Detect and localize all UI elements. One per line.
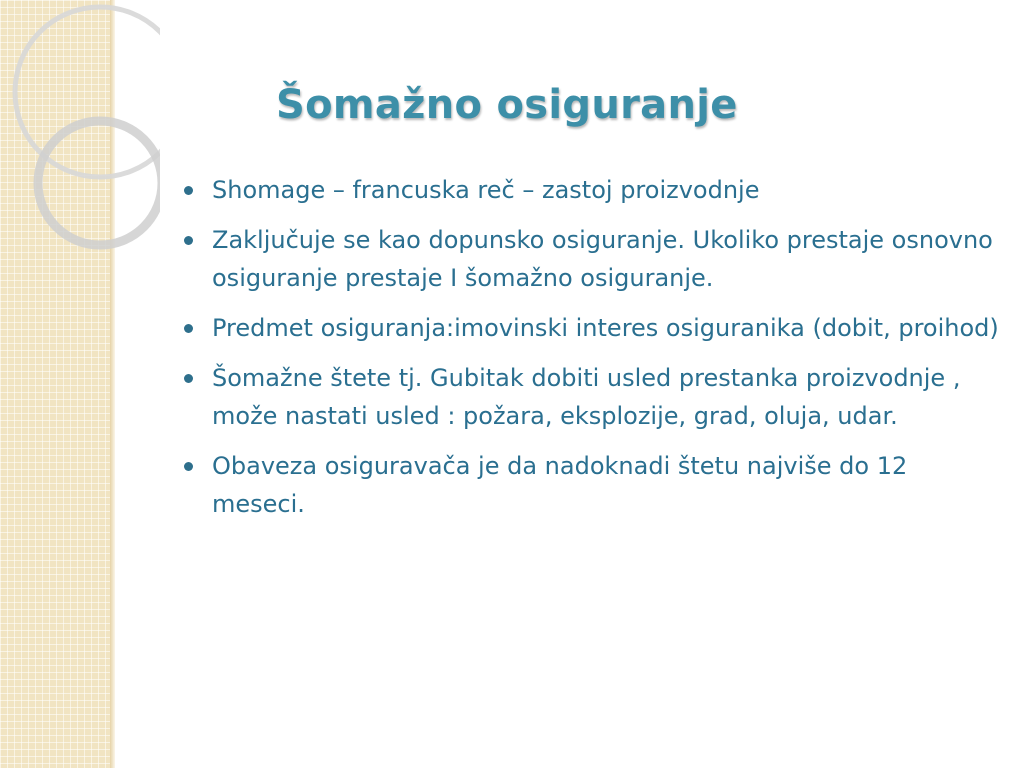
bullet-item — [184, 171, 1004, 209]
bullet-text: Shomage – francuska reč – zastoj proizvodnje — [212, 176, 760, 204]
bullet-item — [184, 447, 1004, 523]
bullet-icon — [184, 324, 193, 333]
bullet-icon — [184, 374, 193, 383]
slide-title: Šomažno osiguranje — [276, 82, 738, 128]
bullet-text: Šomažne štete tj. Gubitak dobiti usled prestanka proizvodnje , može nastati usled : požara, eksplozije, grad, oluja, udar. — [212, 364, 961, 430]
decorative-ring-large — [15, 7, 160, 177]
bullet-icon — [184, 186, 193, 195]
decorative-ring-small — [38, 121, 160, 245]
bullet-item — [184, 309, 1004, 347]
bullet-text: Zaključuje se kao dopunsko osiguranje. Ukoliko prestaje osnovno osiguranje prestaje I šomažno osiguranje. — [212, 226, 993, 292]
bullet-list — [184, 171, 1004, 535]
decorative-rings — [0, 0, 160, 260]
bullet-item — [184, 359, 1004, 435]
bullet-text: Obaveza osiguravača je da nadoknadi štetu najviše do 12 meseci. — [212, 452, 908, 518]
bullet-icon — [184, 236, 193, 245]
bullet-icon — [184, 462, 193, 471]
bullet-item — [184, 221, 1004, 297]
bullet-text: Predmet osiguranja:imovinski interes osiguranika (dobit, proihod) — [212, 314, 999, 342]
